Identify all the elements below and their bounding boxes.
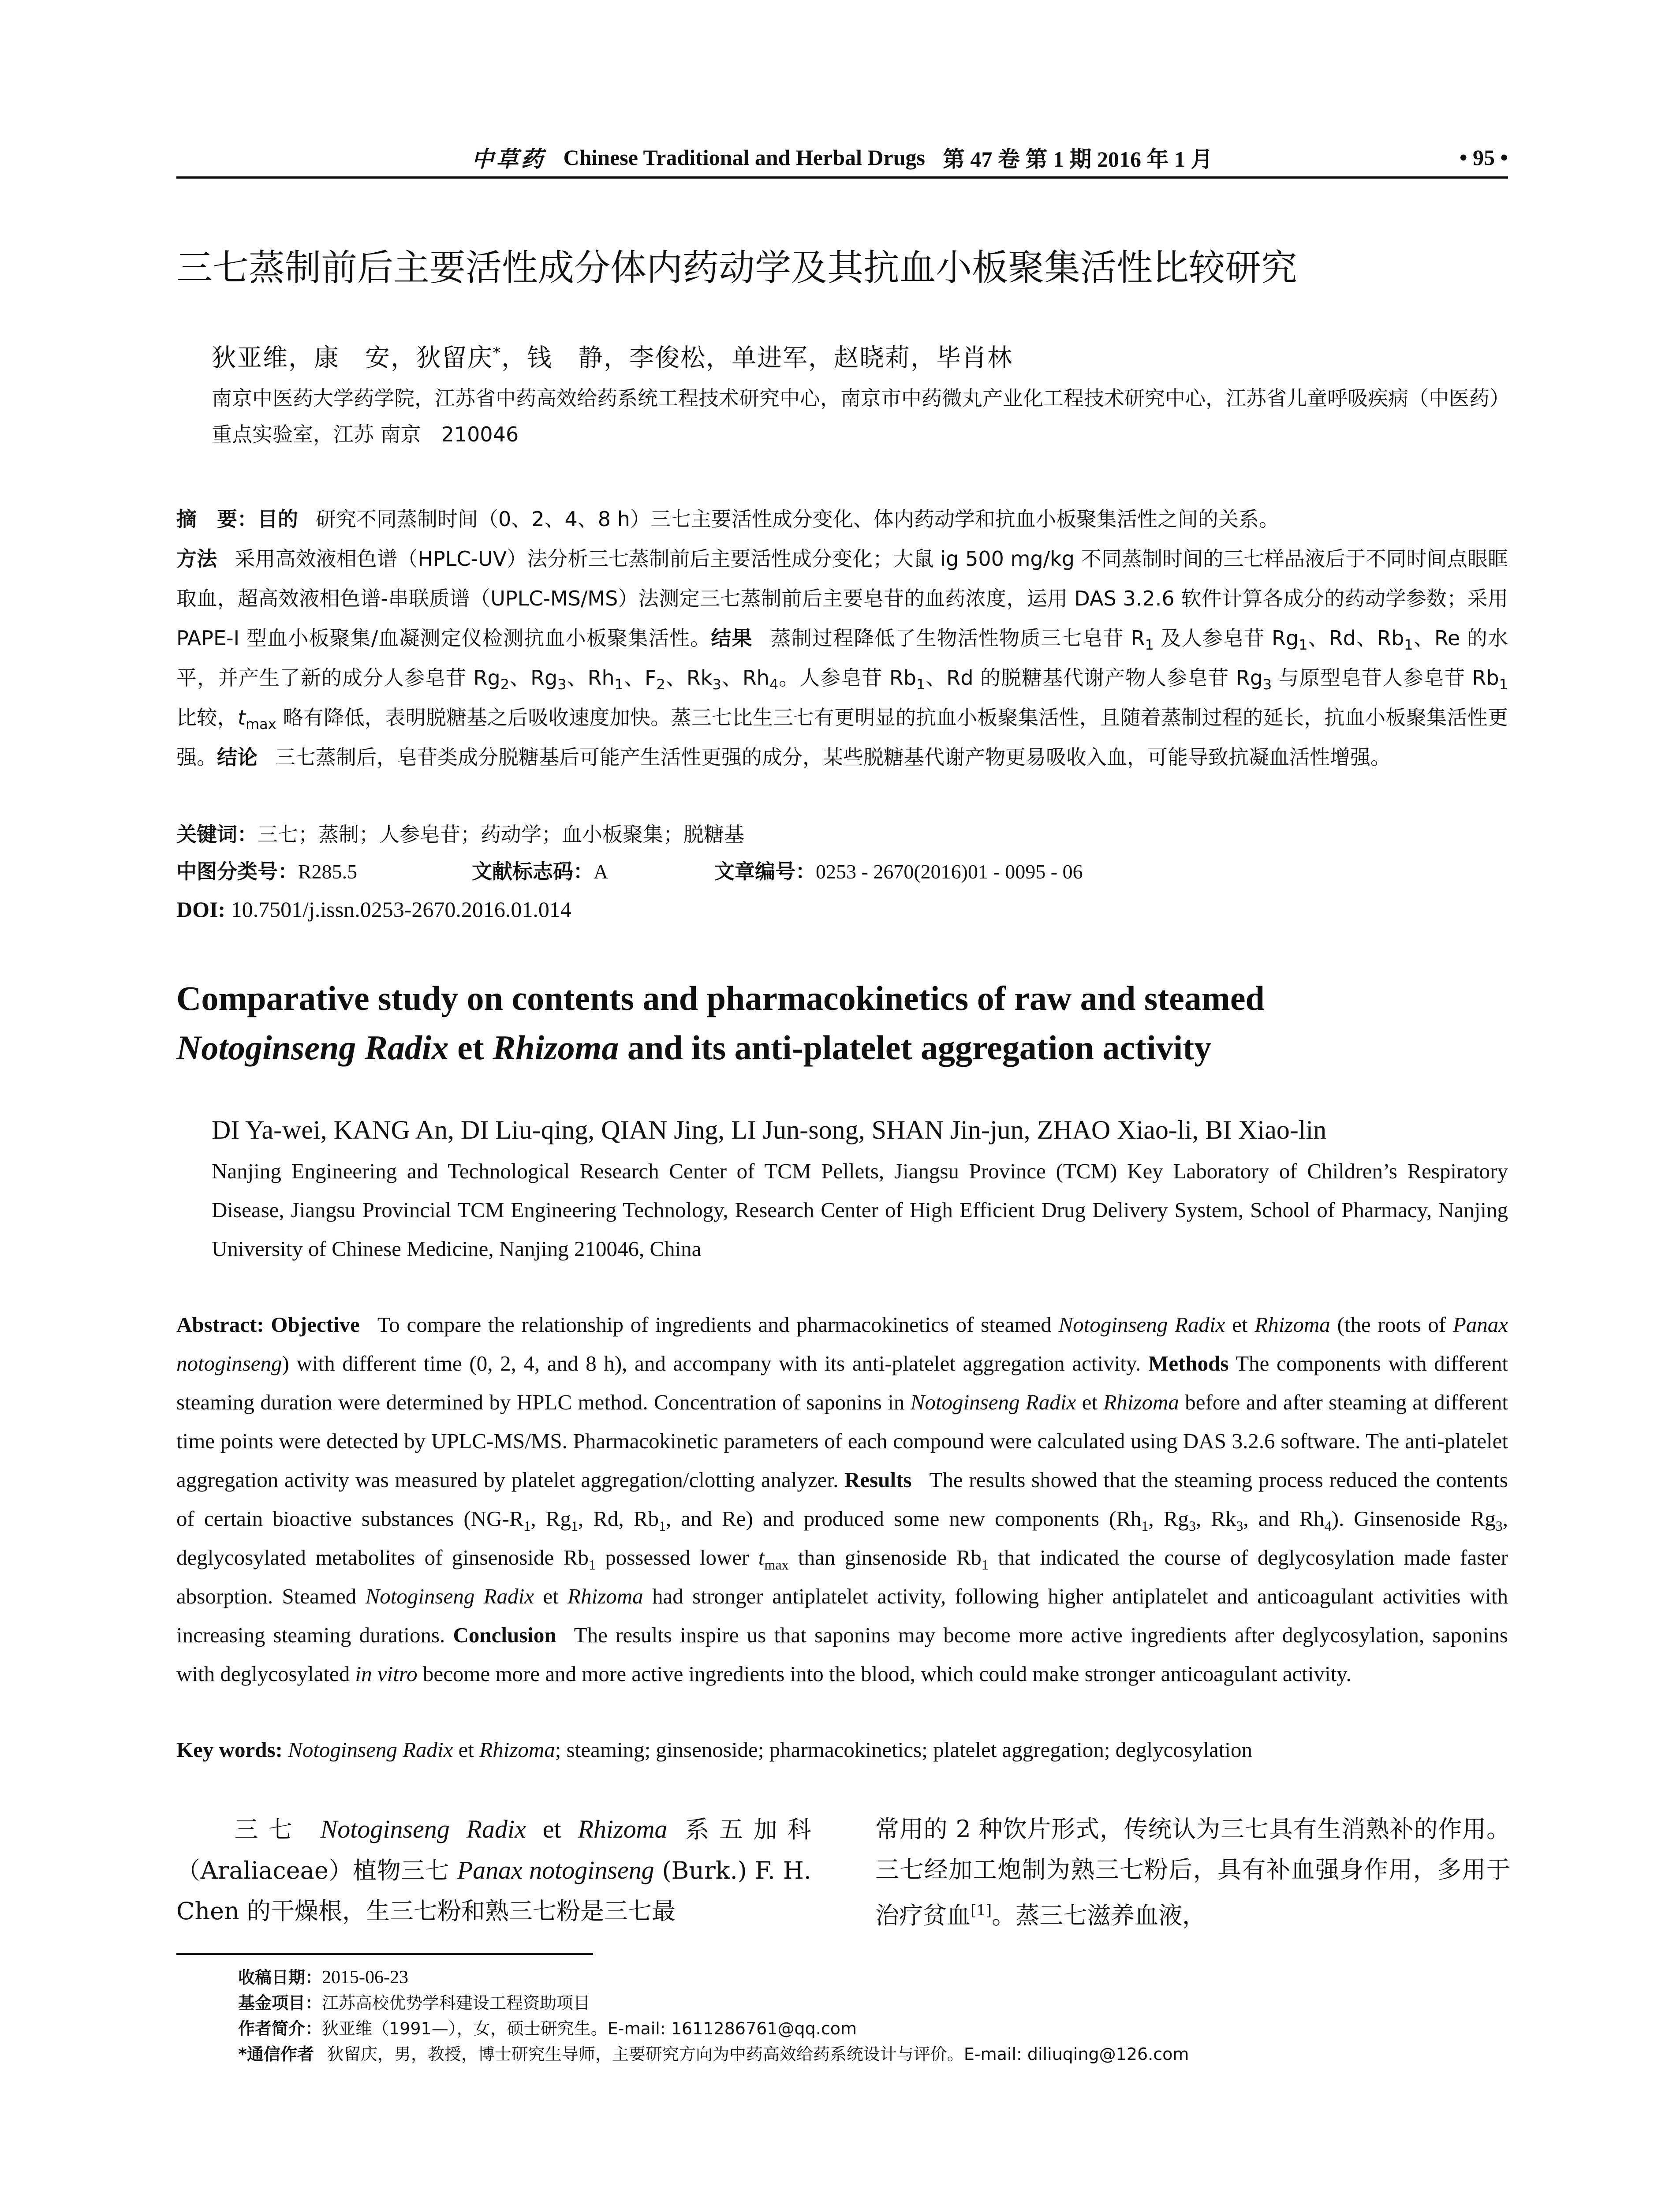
citation-ref[interactable]: [1] <box>971 1902 992 1919</box>
cn-affiliation: 南京中医药大学药学院，江苏省中药高效给药系统工程技术研究中心，南京市中药微丸产业化工程技术研究中心，江苏省儿童呼吸疾病（中医药）重点实验室，江苏 南京 210046 <box>212 386 1500 446</box>
cn-conclusion: 三七蒸制后，皂苷类成分脱糖基后可能产生活性更强的成分，某些脱糖基代谢产物更易吸收入血，可能导致抗凝血活性增强。 <box>275 745 1391 769</box>
cn-keywords <box>176 817 1508 852</box>
classification-line <box>176 854 1508 889</box>
cn-authors <box>212 335 1508 376</box>
page-number: • 95 • <box>1459 145 1508 170</box>
footnote-rule <box>176 1953 593 1955</box>
cn-methods: 采用高效液相色谱（HPLC-UV）法分析三七蒸制前后主要活性成分变化；大鼠 ig 500 mg/kg 不同蒸制时间的三七样品液后于不同时间点眼眶取血，超高效液相色谱-串联质谱（UPLC-MS/MS）法测定三七蒸制前后主要皂苷的血药浓度，运用 DAS 3.2.6 软件计算各成分的药动学参数；采用 PAPE-I 型血小板聚集/血凝测定仪检测抗血小板聚集活性。 <box>176 547 1508 650</box>
doccode: A <box>594 860 609 883</box>
cn-title: 三七蒸制前后主要活性成分体内药动学及其抗血小板聚集活性比较研究 <box>176 247 1298 289</box>
en-keywords-label: Key words: <box>176 1738 283 1762</box>
en-results-label: Results <box>844 1468 912 1492</box>
cn-methods-label: 方法 <box>176 547 217 571</box>
cn-keywords-label: 关键词： <box>176 822 258 846</box>
corresponding-mark: * <box>493 344 501 362</box>
en-title: Comparative study on contents and pharmacokinetics of raw and steamed Notoginseng Radix et Rhizoma and its anti-platelet aggregation activity <box>176 979 1265 1067</box>
running-header <box>176 138 1508 177</box>
en-methods-label: Methods <box>1148 1351 1229 1375</box>
clc-label: 中图分类号： <box>176 860 298 883</box>
en-conclusion-label: Conclusion <box>453 1623 556 1647</box>
journal-title: Chinese Traditional and Herbal Drugs <box>563 145 925 170</box>
cn-results: 蒸制过程降低了生物活性物质三七皂苷 $R_1$ 及人参皂苷 $Rg_1$、Rd、$Rb_1$、Re 的水平，并产生了新的成分人参皂苷 $Rg_2$、$Rg_3$、$Rh_1$、$F_2$、$Rk_3$、$Rh_4$。人参皂苷 $Rb_1$、Rd 的脱糖基代谢产物人参皂苷 $Rg_3$ 与原型皂苷人参皂苷 $Rb_1$ 比较，$t_{max}$ 略有降低，表明脱糖基之后吸收速度加快。蒸三七比生三七有更明显的抗血小板聚集活性，且随着蒸制过程的延长，抗血小板聚集活性更强。 <box>176 626 1508 769</box>
clc-code: R285.5 <box>298 860 358 883</box>
body-column-left: 三七 Notoginseng Radix et Rhizoma 系五加科（Araliaceae）植物三七 Panax notoginseng (Burk.) F. H. Chen 的干燥根，生三七粉和熟三七粉是三七最 <box>176 1815 811 1925</box>
footnote-author: 作者简介：狄亚维（1991—），女，硕士研究生。E-mail: 1611286761@qq.com <box>238 2019 857 2038</box>
cn-results-label: 结果 <box>711 626 753 650</box>
en-authors: DI Ya-wei, KANG An, DI Liu-qing, QIAN Jing, LI Jun-song, SHAN Jin-jun, ZHAO Xiao-li, BI Xiao-lin <box>212 1115 1327 1144</box>
cn-abstract <box>176 499 1508 777</box>
journal-logo: 中草药 <box>471 147 546 172</box>
doi-label: DOI: <box>176 897 226 922</box>
header-rule <box>176 176 1508 179</box>
footnote-received: 收稿日期：2015-06-23 <box>238 1967 408 1988</box>
article-no: 0253 - 2670(2016)01 - 0095 - 06 <box>816 860 1083 883</box>
en-abstract: Abstract: Objective To compare the relationship of ingredients and pharmacokinetics of steamed Notoginseng Radix et Rhizoma (the roots of Panax notoginseng) with different time (0, 2, 4, and 8 h), and accompany with its anti-platelet aggregation activity. Methods The components with different steaming duration were determined by HPLC method. Concentration of saponins in Notoginseng Radix et Rhizoma before and after steaming at different time points were detected by UPLC-MS/MS. Pharmacokinetic parameters of each compound were calculated using DAS 3.2.6 software. The anti-platelet aggregation activity was measured by platelet aggregation/clotting analyzer. Results The results showed that the steaming process reduced the contents of certain bioactive substances ($NG-R_1$, $Rg_1$, Rd, $Rb_1$, and Re) and produced some new components ($Rh_1$, $Rg_3$, $Rk_3$, and $Rh_4$). Ginsenoside $Rg_3$, deglycosylated metabolites of ginsenoside $Rb_1$ possessed lower $t_{max}$ than ginsenoside $Rb_1$ that indicated the course of deglycosylation made faster absorption. Steamed Notoginseng Radix et Rhizoma had stronger antiplatelet activity, following higher antiplatelet and anticoagulant activities with increasing steaming durations. Conclusion The results inspire us that saponins may become more active ingredients after deglycosylation, saponins with deglycosylated in vitro become more and more active ingredients into the blood, which could make stronger anticoagulant activity. <box>176 1312 1508 1686</box>
cn-objective-label: 目的 <box>258 507 298 531</box>
body-column-right: 常用的 2 种饮片形式，传统认为三七具有生消熟补的作用。三七经加工炮制为熟三七粉后，具有补血强身作用，多用于治疗贫血[1]。蒸三七滋养血液， <box>875 1815 1510 1929</box>
en-abstract-label: Abstract: Objective <box>176 1312 360 1337</box>
cn-objective: 研究不同蒸制时间（0、2、4、8 h）三七主要活性成分变化、体内药动学和抗血小板聚集活性之间的关系。 <box>316 507 1279 531</box>
article-no-label: 文章编号： <box>714 860 816 883</box>
cn-keywords-text: 三七；蒸制；人参皂苷；药动学；血小板聚集；脱糖基 <box>258 822 744 846</box>
cn-conclusion-label: 结论 <box>217 745 258 769</box>
issue-info: 第 47 卷 第 1 期 2016 年 1 月 <box>942 147 1213 172</box>
cn-authors-part1: 狄亚维，康 安，狄留庆 <box>212 344 493 373</box>
doi-link[interactable]: 10.7501/j.issn.0253-2670.2016.01.014 <box>231 897 571 922</box>
en-keywords: Key words: Notoginseng Radix et Rhizoma; steaming; ginsenoside; pharmacokinetics; platelet aggregation; deglycosylation <box>176 1738 1252 1762</box>
en-affiliation: Nanjing Engineering and Technological Research Center of TCM Pellets, Jiangsu Province (TCM) Key Laboratory of Children’s Respiratory Disease, Jiangsu Provincial TCM Engineering Technology, Research Center of High Efficient Drug Delivery System, School of Pharmacy, Nanjing University of Chinese Medicine, Nanjing 210046, China <box>212 1159 1508 1261</box>
cn-abstract-label: 摘 要： <box>176 507 258 531</box>
footnote-corresponding: *通信作者 狄留庆，男，教授，博士研究生导师，主要研究方向为中药高效给药系统设计与评价。E-mail: diliuqing@126.com <box>238 2044 1189 2064</box>
cn-authors-part2: ，钱 静，李俊松，单进军，赵晓莉，毕肖林 <box>501 344 1013 373</box>
doccode-label: 文献标志码： <box>472 860 594 883</box>
footnotes <box>238 1965 1508 2067</box>
doi-line <box>176 892 1508 927</box>
footnote-fund: 基金项目：江苏高校优势学科建设工程资助项目 <box>238 1993 590 2013</box>
